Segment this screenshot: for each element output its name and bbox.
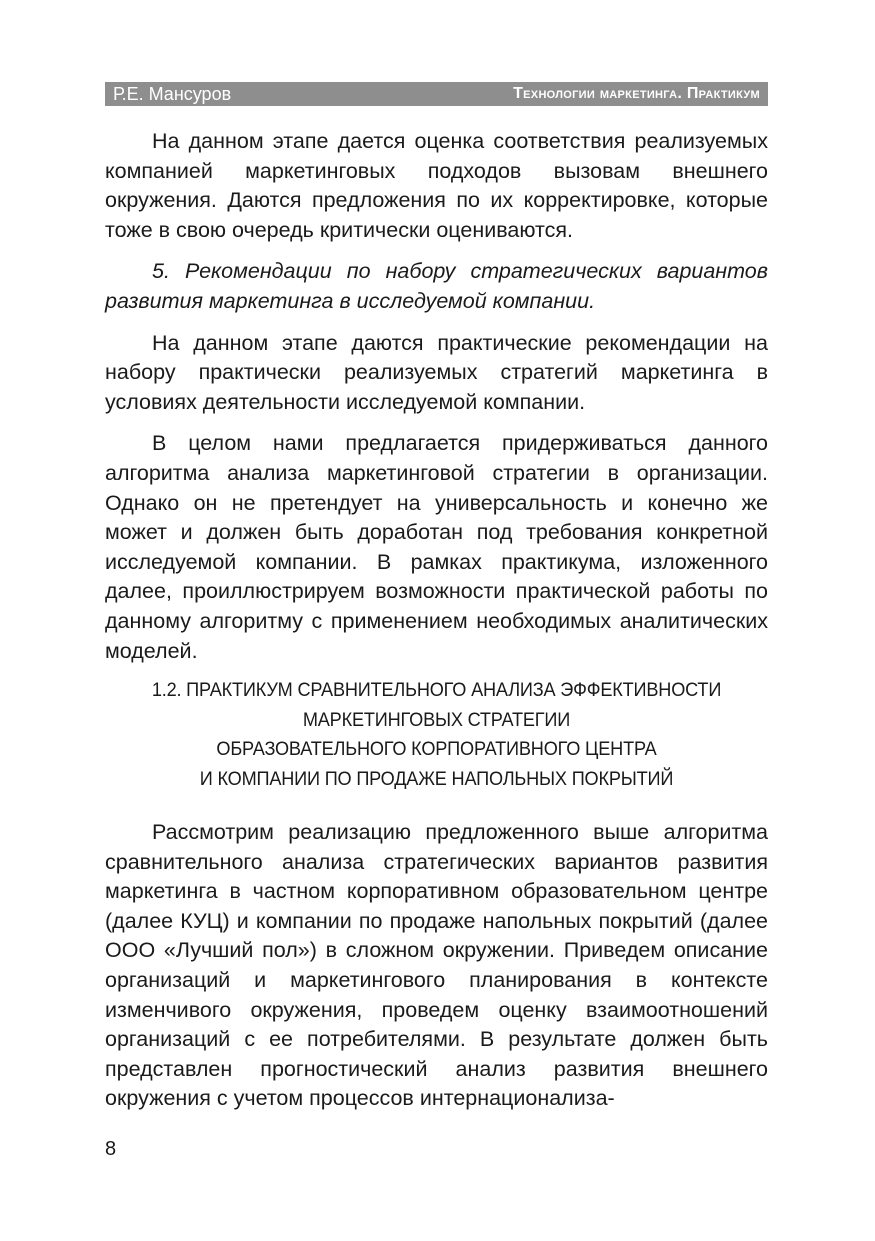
section-heading-line: ОБРАЗОВАТЕЛЬНОГО КОРПОРАТИВНОГО ЦЕНТРА [216,738,657,760]
paragraph-stage-assessment: На данном этапе дается оценка соответствия реализуемых компанией маркетинговых подходов вызовам внешнего окружения. Даются предложения по их корректировке, которые тоже в свою очередь критически оцениваются. [105,129,768,242]
section-heading-line: 1.2. ПРАКТИКУМ СРАВНИТЕЛЬНОГО АНАЛИЗА ЭФФЕКТИВНОСТИ [151,679,722,701]
section-heading [105,676,768,794]
intro-text-block [105,127,768,666]
paragraph-algorithm-summary: В целом нами предлагается придерживаться данного алгоритма анализа маркетинговой стратегии в организации. Однако он не претендует на универсальность и конечно же может и должен быть доработан под требования конкретной исследуемой компании. В рамках практикума, изложенного далее, проиллюстрируем возможности практической работы по данному алгоритму с применением необходимых аналитических моделей. [105,431,768,663]
section-heading-line: И КОМПАНИИ ПО ПРОДАЖЕ НАПОЛЬНЫХ ПОКРЫТИЙ [199,767,674,790]
header-author: Р.Е. Мансуров [113,83,232,104]
paragraph-section-intro: Рассмотрим реализацию предложенного выше алгоритма сравнительного анализа стратегических вариантов развития маркетинга в частном корпоративном образовательном центре (далее КУЦ) и компании по продаже напольных покрытий (далее ООО «Лучший пол») в сложном окружении. Приведем описание организаций и маркетингового планирования в контексте изменчивого окружения, проведем оценку взаимоотношений организаций с ее потребителями. В результате должен быть представлен прогностический анализ развития внешнего окружения с учетом процессов интернационализа- [105,820,768,1111]
paragraph-step-5-heading: 5. Рекомендации по набору стратегических вариантов развития маркетинга в исследуемой компании. [105,259,768,313]
header-book-title: Технологии маркетинга. Практикум [513,85,760,102]
paragraph-stage-recommendations: На данном этапе даются практические рекомендации на набору практически реализуемых стратегий маркетинга в условиях деятельности исследуемой компании. [105,330,768,414]
section-heading-line: МАРКЕТИНГОВЫХ СТРАТЕГИИ [302,708,571,731]
running-header [105,82,768,106]
page-number: 8 [105,1138,117,1160]
section-text-block [105,818,768,1114]
